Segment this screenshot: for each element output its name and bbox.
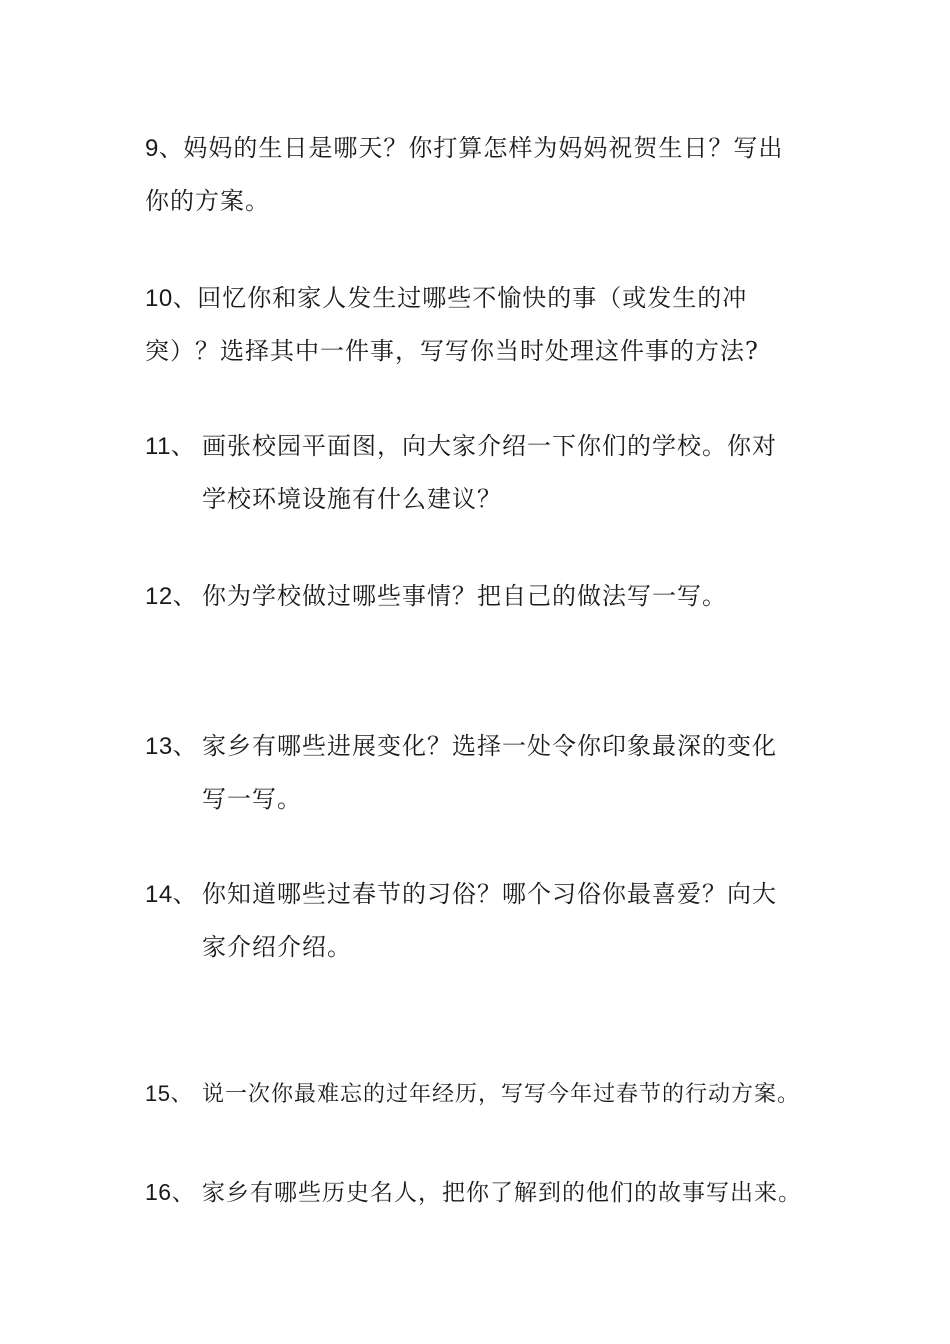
question-number: 13、 <box>145 733 198 760</box>
question-text: 画张校园平面图，向大家介绍一下你们的学校。你对 <box>202 432 777 460</box>
question-text: 你的方案。 <box>145 187 270 215</box>
question-line <box>145 1068 800 1121</box>
question-text: 家乡有哪些历史名人，把你了解到的他们的故事写出来。 <box>202 1180 802 1206</box>
question-text: 说一次你最难忘的过年经历，写写今年过春节的行动方案。 <box>202 1082 801 1107</box>
question-text: 你为学校做过哪些事情？把自己的做法写一写。 <box>202 582 727 610</box>
question-line <box>145 720 777 773</box>
question-number: 16、 <box>145 1179 196 1205</box>
question-line <box>145 868 777 921</box>
question-line <box>145 1166 802 1219</box>
question-16 <box>145 1166 802 1219</box>
question-text: 回忆你和家人发生过哪些不愉快的事（或发生的冲 <box>197 284 748 312</box>
question-text: 妈妈的生日是哪天？你打算怎样为妈妈祝贺生日？写出 <box>183 134 784 162</box>
question-text: 家介绍介绍。 <box>202 933 352 961</box>
question-number: 14、 <box>145 881 198 908</box>
question-9 <box>145 122 783 227</box>
question-number: 9、 <box>145 135 184 162</box>
question-text: 学校环境设施有什么建议？ <box>202 485 502 513</box>
question-text: 家乡有哪些进展变化？选择一处令你印象最深的变化 <box>202 732 777 760</box>
question-11 <box>145 420 777 525</box>
question-line <box>145 122 783 175</box>
question-line <box>145 420 777 473</box>
question-line <box>145 272 759 325</box>
question-number: 11、 <box>145 433 196 460</box>
question-number: 12、 <box>145 583 198 610</box>
question-12 <box>145 570 727 623</box>
question-line <box>145 570 727 623</box>
question-10 <box>145 272 759 377</box>
question-14 <box>145 868 777 973</box>
question-number: 15、 <box>145 1081 193 1106</box>
question-13 <box>145 720 777 825</box>
question-text: 你知道哪些过春节的习俗？哪个习俗你最喜爱？向大 <box>202 880 777 908</box>
question-text: 写一写。 <box>202 785 302 813</box>
question-text: 突）？选择其中一件事，写写你当时处理这件事的方法? <box>145 337 759 365</box>
question-15 <box>145 1068 800 1121</box>
question-number: 10、 <box>145 285 198 312</box>
